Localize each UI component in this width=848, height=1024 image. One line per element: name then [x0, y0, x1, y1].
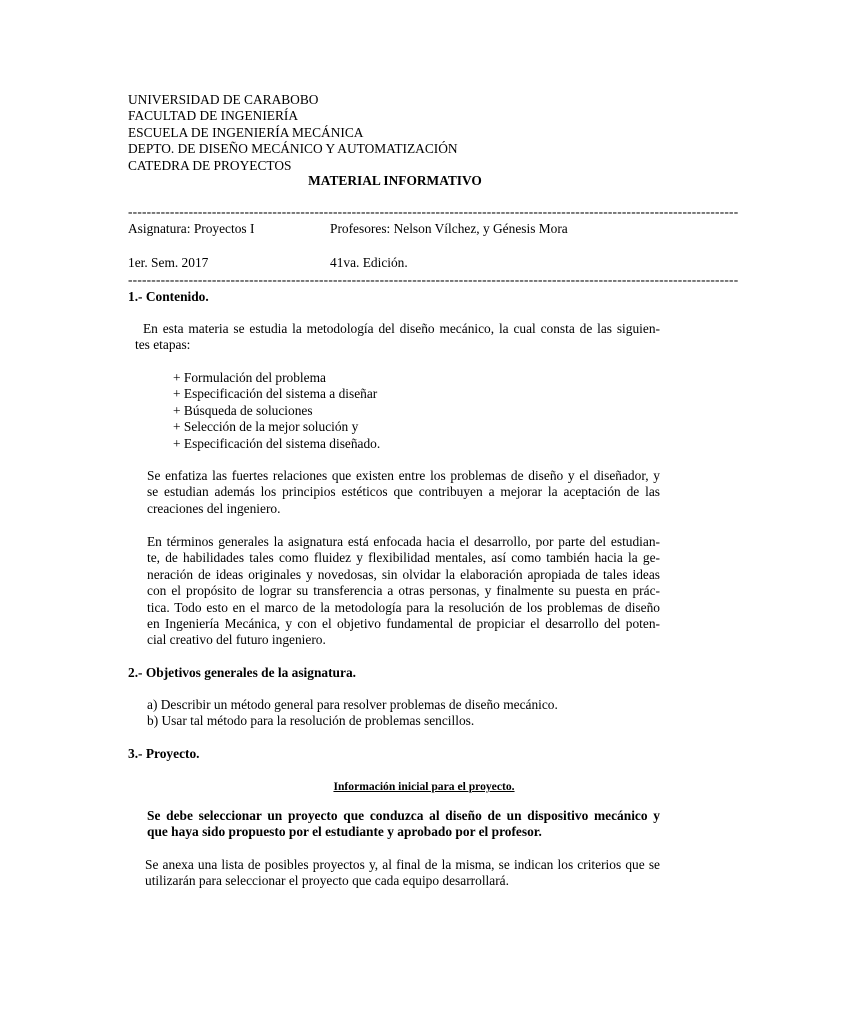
header-line-chair: CATEDRA DE PROYECTOS: [128, 157, 292, 173]
divider-bottom: -----------------------------------------------------------------------------------------------------------------------------------: [128, 272, 739, 287]
header-line-school: ESCUELA DE INGENIERÍA MECÁNICA: [128, 124, 364, 140]
paragraph-line: que haya sido propuesto por el estudiante y aprobado por el profesor.: [147, 824, 542, 840]
section-1-heading: 1.- Contenido.: [128, 289, 209, 304]
header-line-faculty: FACULTAD DE INGENIERÍA: [128, 108, 299, 124]
header-line-university: UNIVERSIDAD DE CARABOBO: [128, 92, 319, 107]
section-1-intro: [143, 321, 660, 337]
list-item: + Búsqueda de soluciones: [173, 402, 313, 418]
paragraph-line: Se anexa una lista de posibles proyectos y, al final de la misma, se indican los criterios que se: [145, 857, 660, 872]
paragraph-line: en Ingeniería Mecánica, y con el objetivo fundamental de propiciar el desarrollo del poten-: [147, 616, 660, 632]
paragraph-line: Se debe seleccionar un proyecto que conduzca al diseño de un dispositivo mecánico y: [147, 808, 660, 823]
section-3-heading: 3.- Proyecto.: [128, 746, 200, 761]
paragraph-line: te, de habilidades tales como fluidez y flexibilidad mentales, así como también hacia la ge-: [147, 550, 660, 566]
list-item: + Especificación del sistema diseñado.: [173, 435, 381, 451]
project-info-subheading: Información inicial para el proyecto.: [333, 780, 515, 793]
paragraph-line: cial creativo del futuro ingeniero.: [147, 632, 326, 648]
institution-header: [128, 92, 458, 174]
section-1-paragraph-2: [147, 468, 660, 517]
paragraph-line: neración de ideas originales y novedosas, sin olvidar la elaboración apropiada de tales ideas: [147, 566, 660, 582]
paragraph-line: En términos generales la asignatura está enfocada hacia el desarrollo, por parte del estudian-: [147, 534, 660, 549]
list-item: + Especificación del sistema a diseñar: [173, 386, 378, 402]
list-item: b) Usar tal método para la resolución de problemas sencillos.: [147, 713, 475, 729]
project-requirement: [147, 808, 660, 841]
header-line-department: DEPTO. DE DISEÑO MECÁNICO Y AUTOMATIZACIÓN: [128, 141, 458, 157]
intro-line-2: tes etapas:: [135, 337, 191, 352]
paragraph-line: Se enfatiza las fuertes relaciones que existen entre los problemas de diseño y el diseñador, y: [147, 468, 660, 483]
design-stages-list: [173, 370, 380, 452]
section-2-heading: 2.- Objetivos generales de la asignatura.: [128, 665, 356, 680]
list-item: + Selección de la mejor solución y: [173, 419, 359, 435]
edition-label: 41va. Edición.: [330, 255, 408, 270]
paragraph-line: con el propósito de lograr su transferencia a otras personas, y finalmente su puesta en prác-: [147, 583, 660, 599]
divider-top: -----------------------------------------------------------------------------------------------------------------------------------: [128, 204, 739, 219]
semester-label: 1er. Sem. 2017: [128, 255, 209, 270]
objectives-list: [147, 697, 558, 730]
project-list-note: [145, 857, 660, 890]
paragraph-line: tica. Todo esto en el marco de la metodología para la resolución de los problemas de diseño: [147, 599, 660, 615]
professors-label: Profesores: Nelson Vílchez, y Génesis Mora: [330, 221, 568, 236]
section-1-paragraph-3: [147, 534, 660, 649]
paragraph-line: utilizarán para seleccionar el proyecto que cada equipo desarrollará.: [145, 873, 509, 889]
list-item: + Formulación del problema: [173, 370, 326, 385]
subject-label: Asignatura: Proyectos I: [128, 221, 255, 236]
intro-line-1: En esta materia se estudia la metodología del diseño mecánico, la cual consta de las siguien-: [143, 321, 660, 336]
document-title: MATERIAL INFORMATIVO: [308, 173, 482, 188]
paragraph-line: creaciones del ingeniero.: [147, 500, 281, 516]
list-item: a) Describir un método general para resolver problemas de diseño mecánico.: [147, 697, 558, 712]
paragraph-line: se estudian además los principios estéticos que contribuyen a mejorar la aceptación de las: [147, 484, 660, 500]
